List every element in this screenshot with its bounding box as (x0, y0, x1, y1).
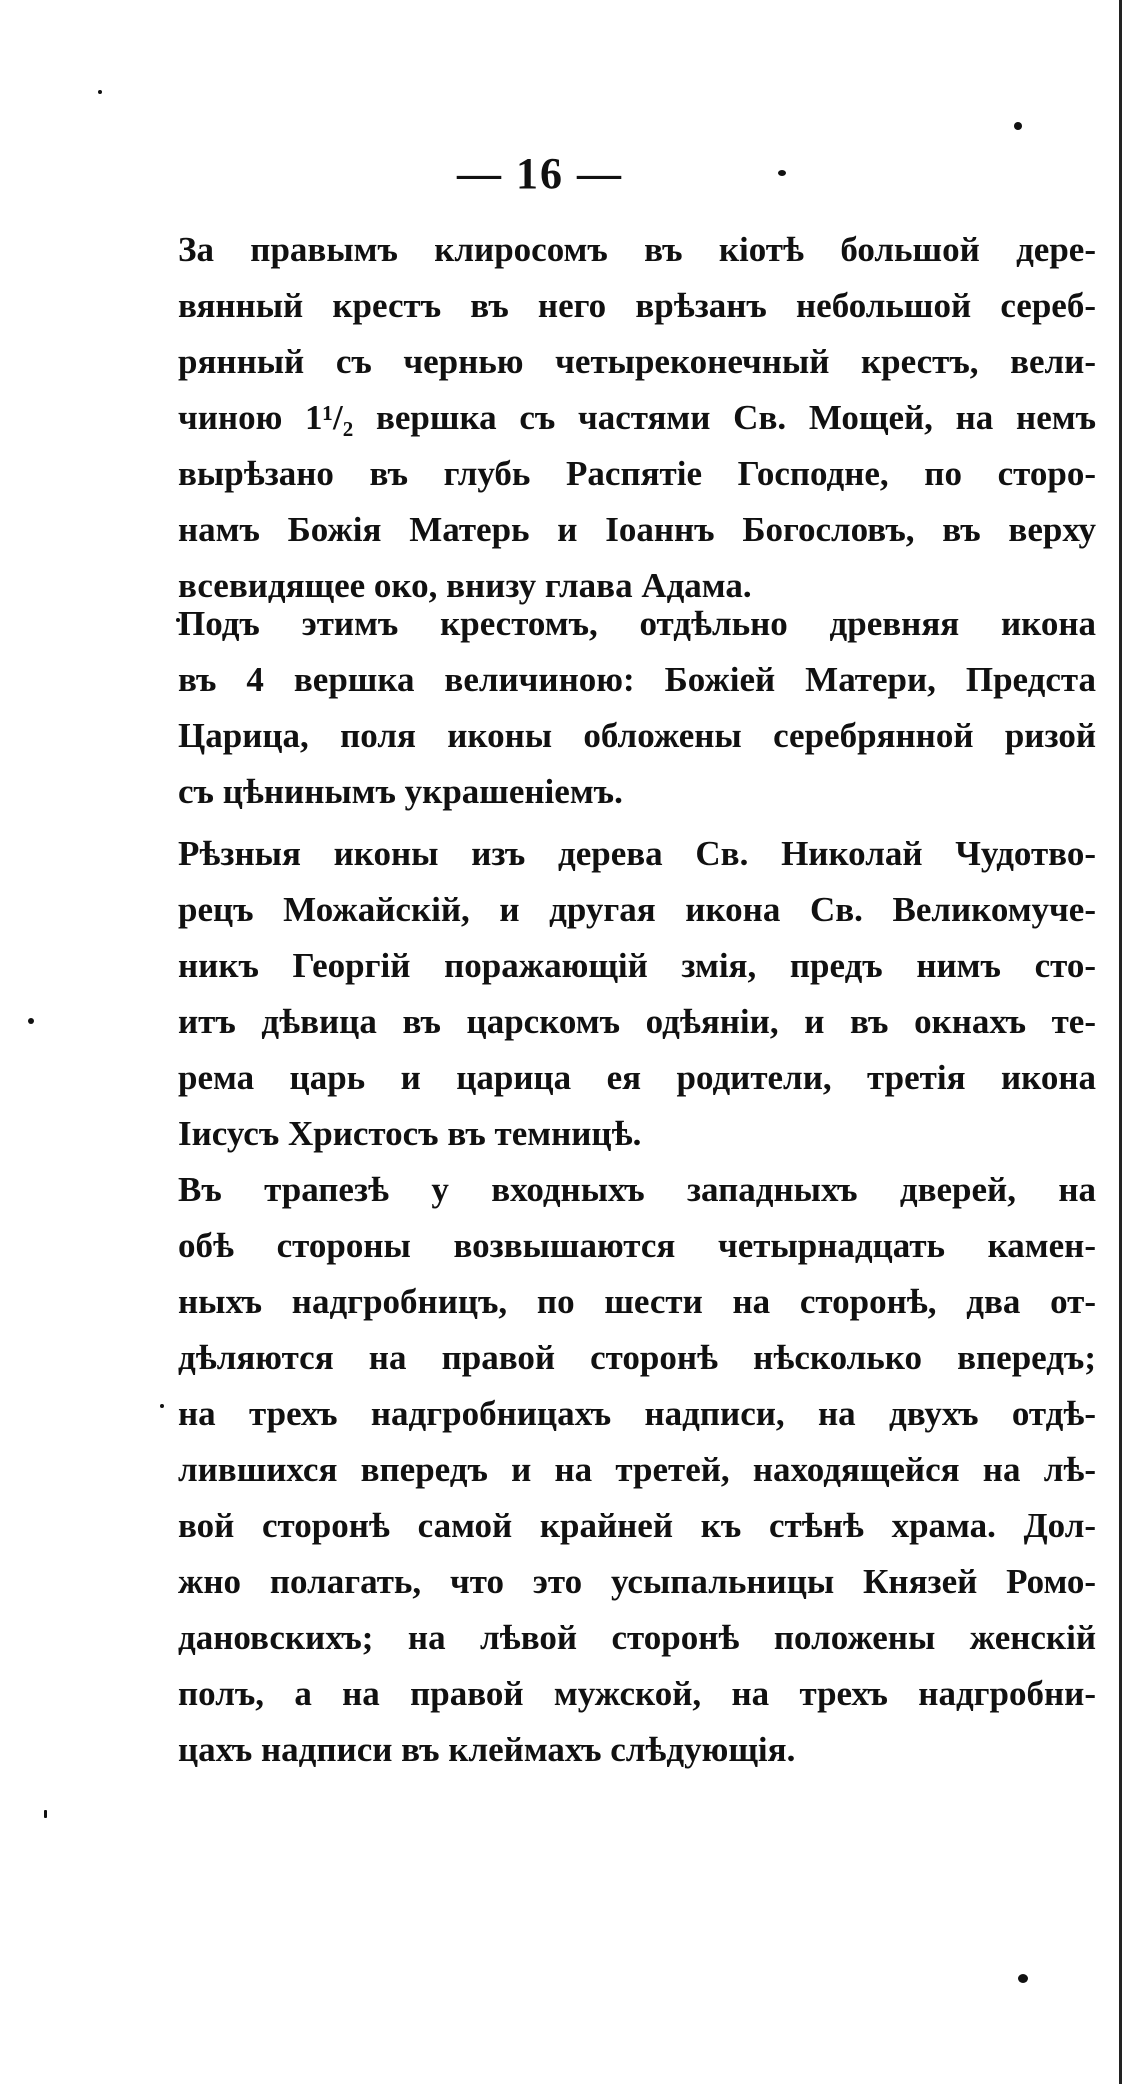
text-line: вой сторонѣ самой крайней къ стѣнѣ храма. Дол- (178, 1506, 1096, 1545)
text-line: лившихся впередъ и на третей, находящейся на лѣ- (178, 1450, 1096, 1489)
text-line: чиною 1¹/₂ вершка съ частями Св. Мощей, на немъ (178, 398, 1096, 437)
text-line: дѣляются на правой сторонѣ нѣсколько впередъ; (178, 1338, 1096, 1377)
text-line: дановскихъ; на лѣвой сторонѣ положены женскій (178, 1618, 1096, 1657)
text-line: Царица, поля иконы обложены серебрянной ризой (178, 716, 1096, 755)
paragraph-carved-icons (178, 826, 1096, 1162)
text-line: обѣ стороны возвышаются четырнадцать камен- (178, 1226, 1096, 1265)
text-line: съ цѣнинымъ украшеніемъ. (178, 772, 623, 811)
paragraph-icon (178, 596, 1096, 820)
text-line: вянный крестъ въ него врѣзанъ небольшой сереб- (178, 286, 1096, 325)
text-line: За правымъ клиросомъ въ кіотѣ большой дере- (178, 230, 1096, 269)
ink-speck (1014, 122, 1022, 130)
paragraph-refectory (178, 1162, 1096, 1778)
ink-speck (1018, 1974, 1028, 1983)
ink-speck (28, 1018, 34, 1024)
text-line: рецъ Можайскій, и другая икона Св. Великомуче- (178, 890, 1096, 929)
text-line: итъ дѣвица въ царскомъ одѣяніи, и въ окнахъ те- (178, 1002, 1096, 1041)
text-line: полъ, а на правой мужской, на трехъ надгробни- (178, 1674, 1096, 1713)
text-line: намъ Божія Матерь и Іоаннъ Богословъ, въ верху (178, 510, 1096, 549)
page-number: — 16 — (457, 149, 623, 198)
text-line: всевидящее око, внизу глава Адама. (178, 566, 752, 605)
text-line: ныхъ надгробницъ, по шести на сторонѣ, два от- (178, 1282, 1096, 1321)
text-line: Іисусъ Христосъ въ темницѣ. (178, 1114, 642, 1153)
text-line: рянный съ чернью четыреконечный крестъ, вели- (178, 342, 1096, 381)
text-line: на трехъ надгробницахъ надписи, на двухъ отдѣ- (178, 1394, 1096, 1433)
text-line: въ 4 вершка величиною: Божіей Матери, Предста (178, 660, 1096, 699)
paragraph-cross (178, 222, 1096, 614)
ink-speck (44, 1810, 47, 1818)
text-line: Въ трапезѣ у входныхъ западныхъ дверей, на (178, 1170, 1096, 1209)
text-line: Подъ этимъ крестомъ, отдѣльно древняя икона (178, 604, 1096, 643)
text-line: никъ Георгій поражающій змія, предъ нимъ сто- (178, 946, 1096, 985)
page-edge-rule (1119, 0, 1122, 2084)
text-line: вырѣзано въ глубь Распятіе Господне, по сторо- (178, 454, 1096, 493)
text-line: рема царь и царица ея родители, третія икона (178, 1058, 1096, 1097)
ink-speck (98, 90, 102, 94)
text-line: Рѣзныя иконы изъ дерева Св. Николай Чудотво- (178, 834, 1096, 873)
ink-speck (160, 1404, 164, 1408)
text-line: цахъ надписи въ клеймахъ слѣдующія. (178, 1730, 796, 1769)
text-line: жно полагать, что это усыпальницы Князей Ромо- (178, 1562, 1096, 1601)
